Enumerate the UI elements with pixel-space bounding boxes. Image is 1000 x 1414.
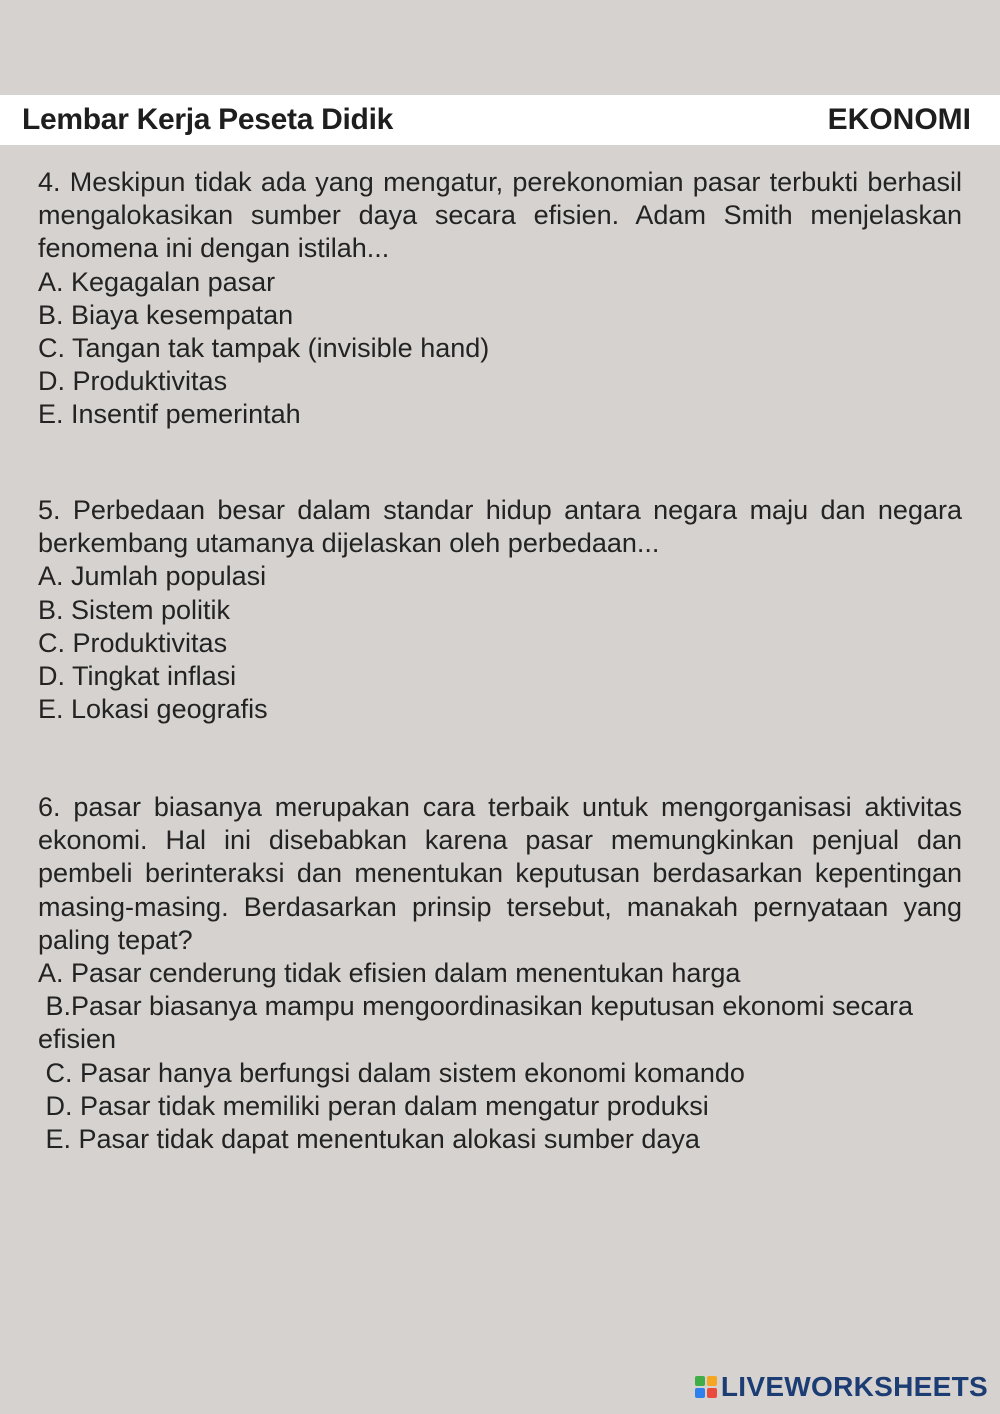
- answer-option-d[interactable]: D. Produktivitas: [38, 366, 228, 397]
- answer-option-c[interactable]: C. Pasar hanya berfungsi dalam sistem ekonomi komando: [38, 1057, 745, 1088]
- liveworksheets-logo-icon: [695, 1376, 717, 1398]
- logo-square-green: [695, 1376, 705, 1386]
- logo-square-red: [707, 1388, 717, 1398]
- liveworksheets-brand[interactable]: [695, 1370, 988, 1404]
- answer-option-c[interactable]: C. Tangan tak tampak (invisible hand): [38, 333, 490, 364]
- logo-square-orange: [707, 1376, 717, 1386]
- answer-option-e[interactable]: E. Lokasi geografis: [38, 694, 268, 725]
- answer-option-a[interactable]: A. Pasar cenderung tidak efisien dalam menentukan harga: [38, 958, 741, 989]
- question-6: [38, 791, 962, 1156]
- logo-square-blue: [695, 1388, 705, 1398]
- question-4: [38, 166, 962, 432]
- answer-option-b[interactable]: B.Pasar biasanya mampu mengoordinasikan keputusan ekonomi secara efisien: [38, 991, 921, 1055]
- answer-option-a[interactable]: A. Jumlah populasi: [38, 561, 267, 592]
- question-text: 6. pasar biasanya merupakan cara terbaik untuk mengorganisasi aktivitas ekonomi. Hal ini disebabkan karena pasar memungkinkan penjual dan pembeli berinteraksi dan menentukan keputusan berdasarkan kepentingan masing-masing. Berdasarkan prinsip tersebut, manakah pernyataan yang paling tepat?: [38, 792, 962, 955]
- answer-option-b[interactable]: B. Sistem politik: [38, 594, 231, 625]
- answer-option-b[interactable]: B. Biaya kesempatan: [38, 299, 294, 330]
- subject-label: EKONOMI: [827, 103, 971, 136]
- answer-option-e[interactable]: E. Insentif pemerintah: [38, 399, 301, 430]
- question-text: 4. Meskipun tidak ada yang mengatur, perekonomian pasar terbukti berhasil mengalokasikan sumber daya secara efisien. Adam Smith menjelaskan fenomena ini dengan istilah...: [38, 167, 962, 264]
- question-text: 5. Perbedaan besar dalam standar hidup antara negara maju dan negara berkembang utamanya dijelaskan oleh perbedaan...: [38, 495, 962, 559]
- question-5: [38, 494, 962, 726]
- answer-option-d[interactable]: D. Pasar tidak memiliki peran dalam mengatur produksi: [38, 1090, 709, 1121]
- answer-option-c[interactable]: C. Produktivitas: [38, 627, 228, 658]
- worksheet-title: Lembar Kerja Peseta Didik: [22, 103, 394, 136]
- answer-option-a[interactable]: A. Kegagalan pasar: [38, 266, 276, 297]
- answer-option-e[interactable]: E. Pasar tidak dapat menentukan alokasi sumber daya: [38, 1124, 700, 1155]
- answer-option-d[interactable]: D. Tingkat inflasi: [38, 661, 237, 692]
- brand-text: LIVEWORKSHEETS: [720, 1371, 988, 1402]
